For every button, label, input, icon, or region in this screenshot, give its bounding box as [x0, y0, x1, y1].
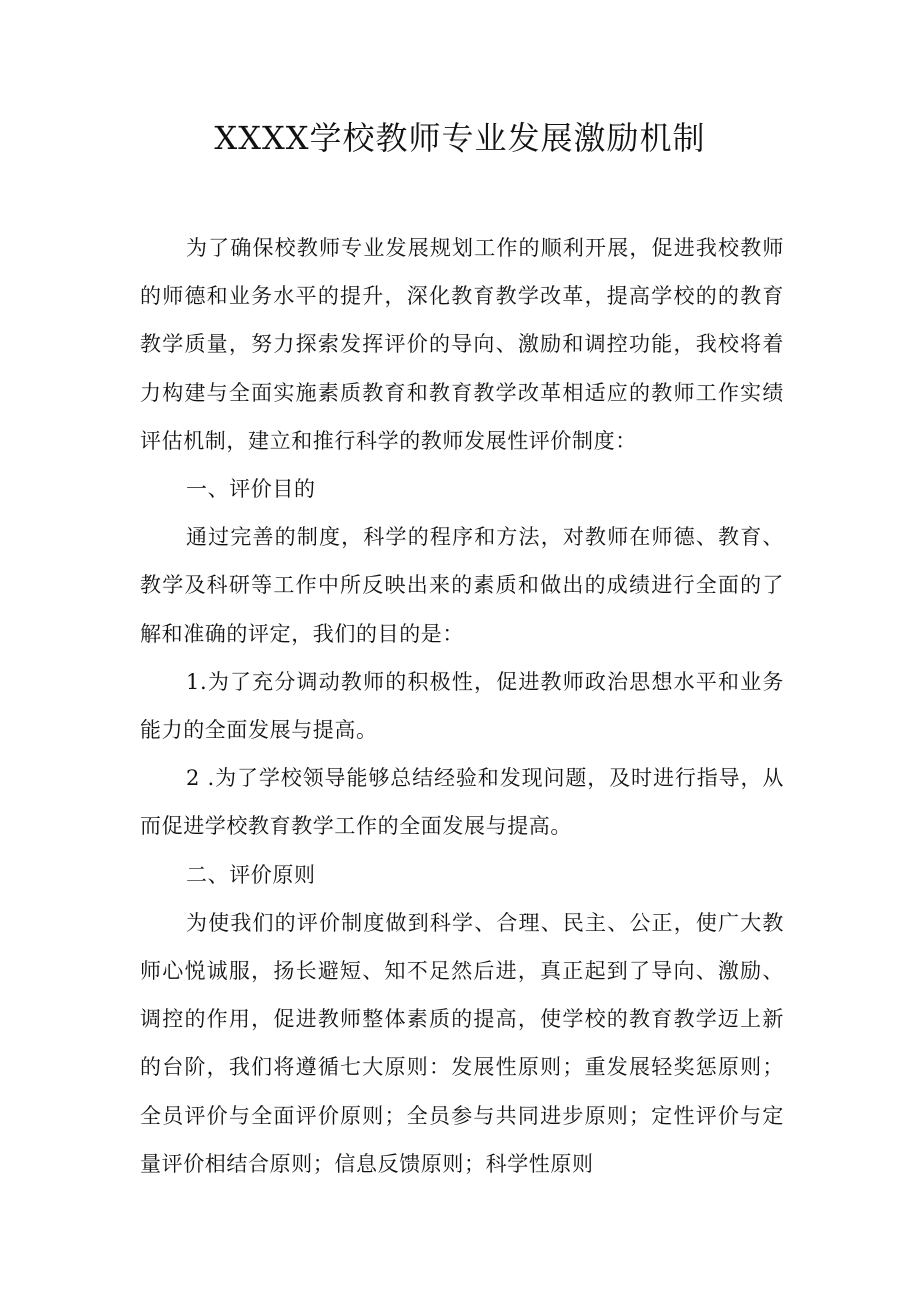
purpose-item-1: 1.为了充分调动教师的积极性，促进教师政治思想水平和业务能力的全面发展与提高。	[140, 669, 784, 743]
document-title: XXXX学校教师专业发展激励机制	[214, 119, 706, 157]
intro-paragraph: 为了确保校教师专业发展规划工作的顺利开展，促进我校教师的师德和业务水平的提升，深化教育教学改革，提高学校的的教育教学质量，努力探索发挥评价的导向、激励和调控功能，我校将着力构建与全面实施素质教育和教育教学改革相适应的教师工作实绩评估机制，建立和推行科学的教师发展性评价制度：	[140, 236, 784, 453]
document-body	[140, 224, 784, 1188]
section-heading-principles: 二、评价原则	[186, 862, 316, 887]
purpose-item-2: 2 .为了学校领导能够总结经验和发现问题，及时进行指导，从而促进学校教育教学工作的全面发展与提高。	[140, 766, 784, 839]
principles-paragraph: 为使我们的评价制度做到科学、合理、民主、公正，使广大教师心悦诚服，扬长避短、知不足然后进，真正起到了导向、激励、调控的作用，促进教师整体素质的提高，使学校的教育教学迈上新的台阶，我们将遵循七大原则：发展性原则；重发展轻奖惩原则；全员评价与全面评价原则；全员参与共同进步原则；定性评价与定量评价相结合原则；信息反馈原则；科学性原则	[140, 910, 784, 1176]
purpose-paragraph: 通过完善的制度，科学的程序和方法，对教师在师德、教育、教学及科研等工作中所反映出来的素质和做出的成绩进行全面的了解和准确的评定，我们的目的是：	[140, 525, 784, 646]
section-heading-purpose: 一、评价目的	[186, 477, 316, 502]
